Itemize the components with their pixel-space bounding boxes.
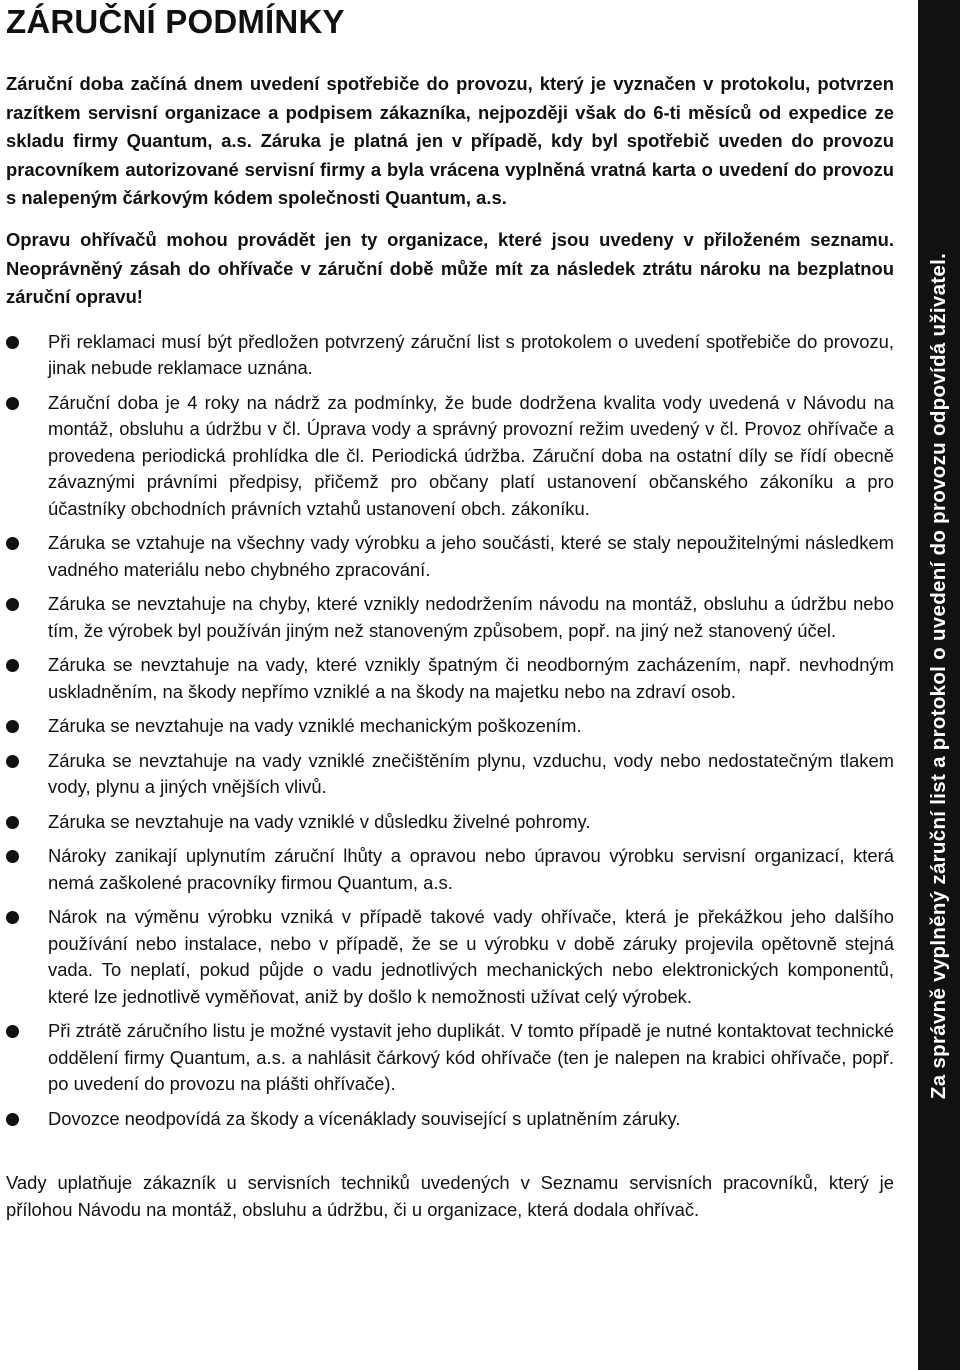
- list-item: [6, 1106, 894, 1133]
- bullet-icon: [6, 911, 19, 924]
- list-item-text: Záruční doba je 4 roky na nádrž za podmínky, že bude dodržena kvalita vody uvedená v Návodu na montáž, obsluhu a údržbu v čl. Úprava vody a správný provozní režim uvedený v čl. Provoz ohřívače a provedena periodická prohlídka dle čl. Periodická údržba. Záruční doba na ostatní díly se řídí obecně závaznými právními předpisy, přičemž pro občany platí ustanovení občanského zákoníku a pro účastníky obchodních právních vztahů ustanovení obch. zákoníku.: [48, 391, 894, 519]
- list-item: [6, 904, 894, 1010]
- bullet-icon: [6, 537, 19, 550]
- list-item-text: Záruka se nevztahuje na vady vzniklé mechanickým poškozením.: [48, 715, 582, 737]
- list-item-text: Záruka se nevztahuje na vady vzniklé v důsledku živelné pohromy.: [48, 810, 591, 832]
- list-item: [6, 713, 894, 740]
- bullet-icon: [6, 816, 19, 829]
- list-item: [6, 1018, 894, 1098]
- list-item-text: Nároky zanikají uplynutím záruční lhůty a opravou nebo úpravou výrobku servisní organizací, která nemá zaškolené pracovníky firmou Quantum, a.s.: [48, 845, 894, 893]
- intro-paragraph: Opravu ohřívačů mohou provádět jen ty organizace, které jsou uvedeny v přiloženém seznamu. Neoprávněný zásah do ohřívače v záruční době může mít za následek ztrátu nároku na bezplatnou záruční opravu!: [6, 228, 894, 308]
- list-item: [6, 748, 894, 801]
- bullet-icon: [6, 755, 19, 768]
- list-item: [6, 652, 894, 705]
- list-item: [6, 809, 894, 836]
- list-item-text: Záruka se nevztahuje na vady vzniklé znečištěním plynu, vzduchu, vody nebo nedostatečným tlakem vody, plynu a jiných vnějších vlivů.: [48, 749, 894, 798]
- list-item-text: Při reklamaci musí být předložen potvrzený záruční list s protokolem o uvedení spotřebiče do provozu, jinak nebude reklamace uznána.: [48, 330, 894, 379]
- list-item: [6, 329, 894, 382]
- bullet-icon: [6, 336, 19, 349]
- bullet-icon: [6, 1113, 19, 1126]
- list-item-text: Dovozce neodpovídá za škody a vícenáklady související s uplatněním záruky.: [48, 1107, 681, 1129]
- side-banner-text: Za správně vyplněný záruční list a protokol o uvedení do provozu odpovídá uživatel.: [927, 252, 950, 1100]
- page-title: ZÁRUČNÍ PODMÍNKY: [6, 3, 345, 40]
- list-item: [6, 530, 894, 583]
- bullet-icon: [6, 598, 19, 611]
- side-banner: [918, 0, 960, 1370]
- bullet-icon: [6, 850, 19, 863]
- list-item-text: Záruka se nevztahuje na vady, které vznikly špatným či neodborným zacházením, např. nevhodným uskladněním, na škody nepřímo vzniklé a na škody na majetku nebo na zdraví osob.: [48, 654, 894, 702]
- list-item: [6, 390, 894, 523]
- footer-paragraph: Vady uplatňuje zákazník u servisních techniků uvedených v Seznamu servisních pracovníků, který je přílohou Návodu na montáž, obsluhu a údržbu, či u organizace, která dodala ohřívač.: [6, 1172, 894, 1220]
- list-item-text: Záruka se vztahuje na všechny vady výrobku a jeho součásti, které se staly nepoužitelnými následkem vadného materiálu nebo chybného zpracování.: [48, 532, 894, 580]
- bullet-icon: [6, 397, 19, 410]
- bullet-icon: [6, 720, 19, 733]
- bullet-icon: [6, 659, 19, 672]
- bullet-icon: [6, 1025, 19, 1038]
- conditions-list: [6, 329, 894, 1133]
- list-item-text: Záruka se nevztahuje na chyby, které vznikly nedodržením návodu na montáž, obsluhu a údržbu nebo tím, že výrobek byl používán jiným než stanoveným způsobem, popř. na jiný než stanovený účel.: [48, 593, 894, 641]
- list-item-text: Nárok na výměnu výrobku vzniká v případě takové vady ohřívače, která je překážkou jeho dalšího používání nebo instalace, nebo v případě, že se u výrobku v době záruky projevila opětovně stejná vada. To neplatí, pokud půjde o vadu jednotlivých mechanických nebo elektronických komponentů, které lze jednotlivě vyměňovat, aniž by došlo k nemožnosti užívat celý výrobek.: [48, 906, 894, 1007]
- intro-paragraph: Záruční doba začíná dnem uvedení spotřebiče do provozu, který je vyznačen v protokolu, potvrzen razítkem servisní organizace a podpisem zákazníka, nejpozději však do 6-ti měsíců od expedice ze skladu firmy Quantum, a.s. Záruka je platná jen v případě, kdy byl spotřebič uveden do provozu pracovníkem autorizované servisní firmy a byla vrácena vyplněná vratná karta o uvedení do provozu s nalepeným čárkovým kódem společnosti Quantum, a.s.: [6, 73, 894, 209]
- list-item: [6, 591, 894, 644]
- list-item-text: Při ztrátě záručního listu je možné vystavit jeho duplikát. V tomto případě je nutné kontaktovat technické oddělení firmy Quantum, a.s. a nahlásit čárkový kód ohřívače (ten je nalepen na krabici ohřívače, popř. po uvedení do provozu na plášti ohřívače).: [48, 1020, 894, 1095]
- list-item: [6, 843, 894, 896]
- document-body: [6, 0, 894, 1223]
